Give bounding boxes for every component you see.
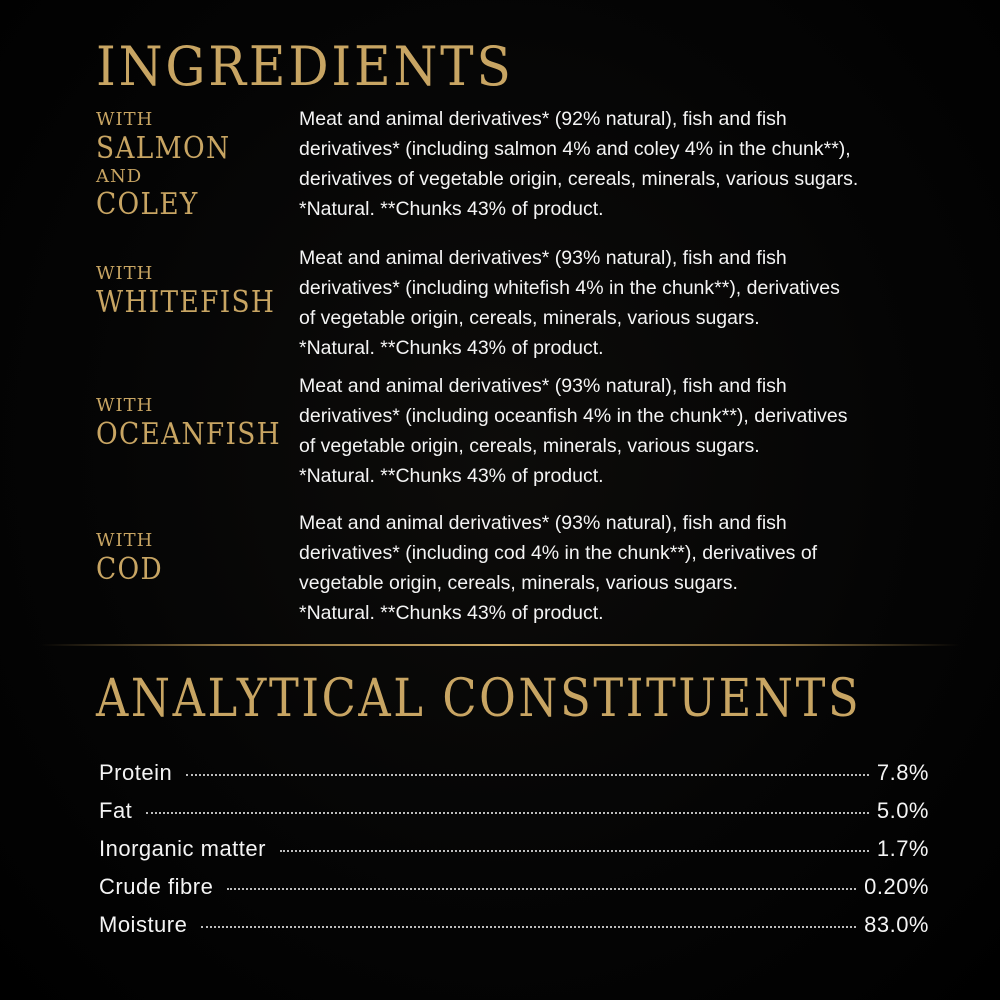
text-line: Meat and animal derivatives* (93% natural), fish and fish <box>299 512 787 534</box>
ingredients-title: INGREDIENTS <box>96 35 514 98</box>
text-line: *Natural. **Chunks 43% of product. <box>299 337 604 359</box>
label-line: WHITEFISH <box>96 285 276 320</box>
variant-label-cod <box>96 532 172 585</box>
variant-label-oceanfish <box>96 397 306 450</box>
gold-divider <box>40 644 960 646</box>
constituent-name: Moisture <box>99 912 188 937</box>
constituent-value: 0.20% <box>864 874 929 899</box>
ingredient-text-whitefish <box>299 243 989 363</box>
dot-leader <box>227 888 856 890</box>
text-line: *Natural. **Chunks 43% of product. <box>299 198 604 220</box>
constituent-name: Protein <box>99 760 173 785</box>
text-line: vegetable origin, cereals, minerals, various sugars. <box>299 572 738 594</box>
variant-label-whitefish <box>96 265 300 318</box>
variant-label-salmon-coley <box>96 111 249 220</box>
constituents-list <box>99 760 929 950</box>
label-line: AND <box>96 166 143 187</box>
label-line: WITH <box>96 109 154 130</box>
label-line: WITH <box>96 395 154 416</box>
text-line: Meat and animal derivatives* (93% natural), fish and fish <box>299 375 787 397</box>
text-line: Meat and animal derivatives* (93% natural), fish and fish <box>299 247 787 269</box>
label-line: COD <box>96 552 163 587</box>
dot-leader <box>146 812 869 814</box>
ingredient-text-oceanfish <box>299 371 989 491</box>
text-line: derivatives* (including salmon 4% and coley 4% in the chunk**), <box>299 138 851 160</box>
constituent-row-moisture <box>99 912 929 950</box>
dot-leader <box>201 926 856 928</box>
constituent-name: Fat <box>99 798 133 823</box>
text-line: derivatives of vegetable origin, cereals, minerals, various sugars. <box>299 168 859 190</box>
label-line: WITH <box>96 263 154 284</box>
constituent-value: 83.0% <box>864 912 929 937</box>
ingredient-text-salmon-coley <box>299 104 989 224</box>
text-line: derivatives* (including cod 4% in the chunk**), derivatives of <box>299 542 818 564</box>
label-line: COLEY <box>96 187 199 222</box>
constituent-row-protein <box>99 760 929 798</box>
label-line: OCEANFISH <box>96 417 282 452</box>
constituent-value: 5.0% <box>876 798 929 823</box>
constituent-row-fat <box>99 798 929 836</box>
analytical-constituents-title: ANALYTICAL CONSTITUENTS <box>96 669 862 729</box>
constituent-row-crude-fibre <box>99 874 929 912</box>
text-line: derivatives* (including whitefish 4% in the chunk**), derivatives <box>299 277 840 299</box>
text-line: derivatives* (including oceanfish 4% in the chunk**), derivatives <box>299 405 848 427</box>
ingredient-text-cod <box>299 508 989 628</box>
constituent-name: Inorganic matter <box>99 836 266 861</box>
text-line: Meat and animal derivatives* (92% natural), fish and fish <box>299 108 787 130</box>
text-line: *Natural. **Chunks 43% of product. <box>299 465 604 487</box>
dot-leader <box>280 850 869 852</box>
text-line: of vegetable origin, cereals, minerals, various sugars. <box>299 435 760 457</box>
label-line: WITH <box>96 530 154 551</box>
label-line: SALMON <box>96 131 231 166</box>
constituent-row-inorganic-matter <box>99 836 929 874</box>
constituent-value: 7.8% <box>876 760 929 785</box>
constituent-name: Crude fibre <box>99 874 214 899</box>
dot-leader <box>186 774 869 776</box>
constituent-value: 1.7% <box>876 836 929 861</box>
text-line: *Natural. **Chunks 43% of product. <box>299 602 604 624</box>
text-line: of vegetable origin, cereals, minerals, various sugars. <box>299 307 760 329</box>
